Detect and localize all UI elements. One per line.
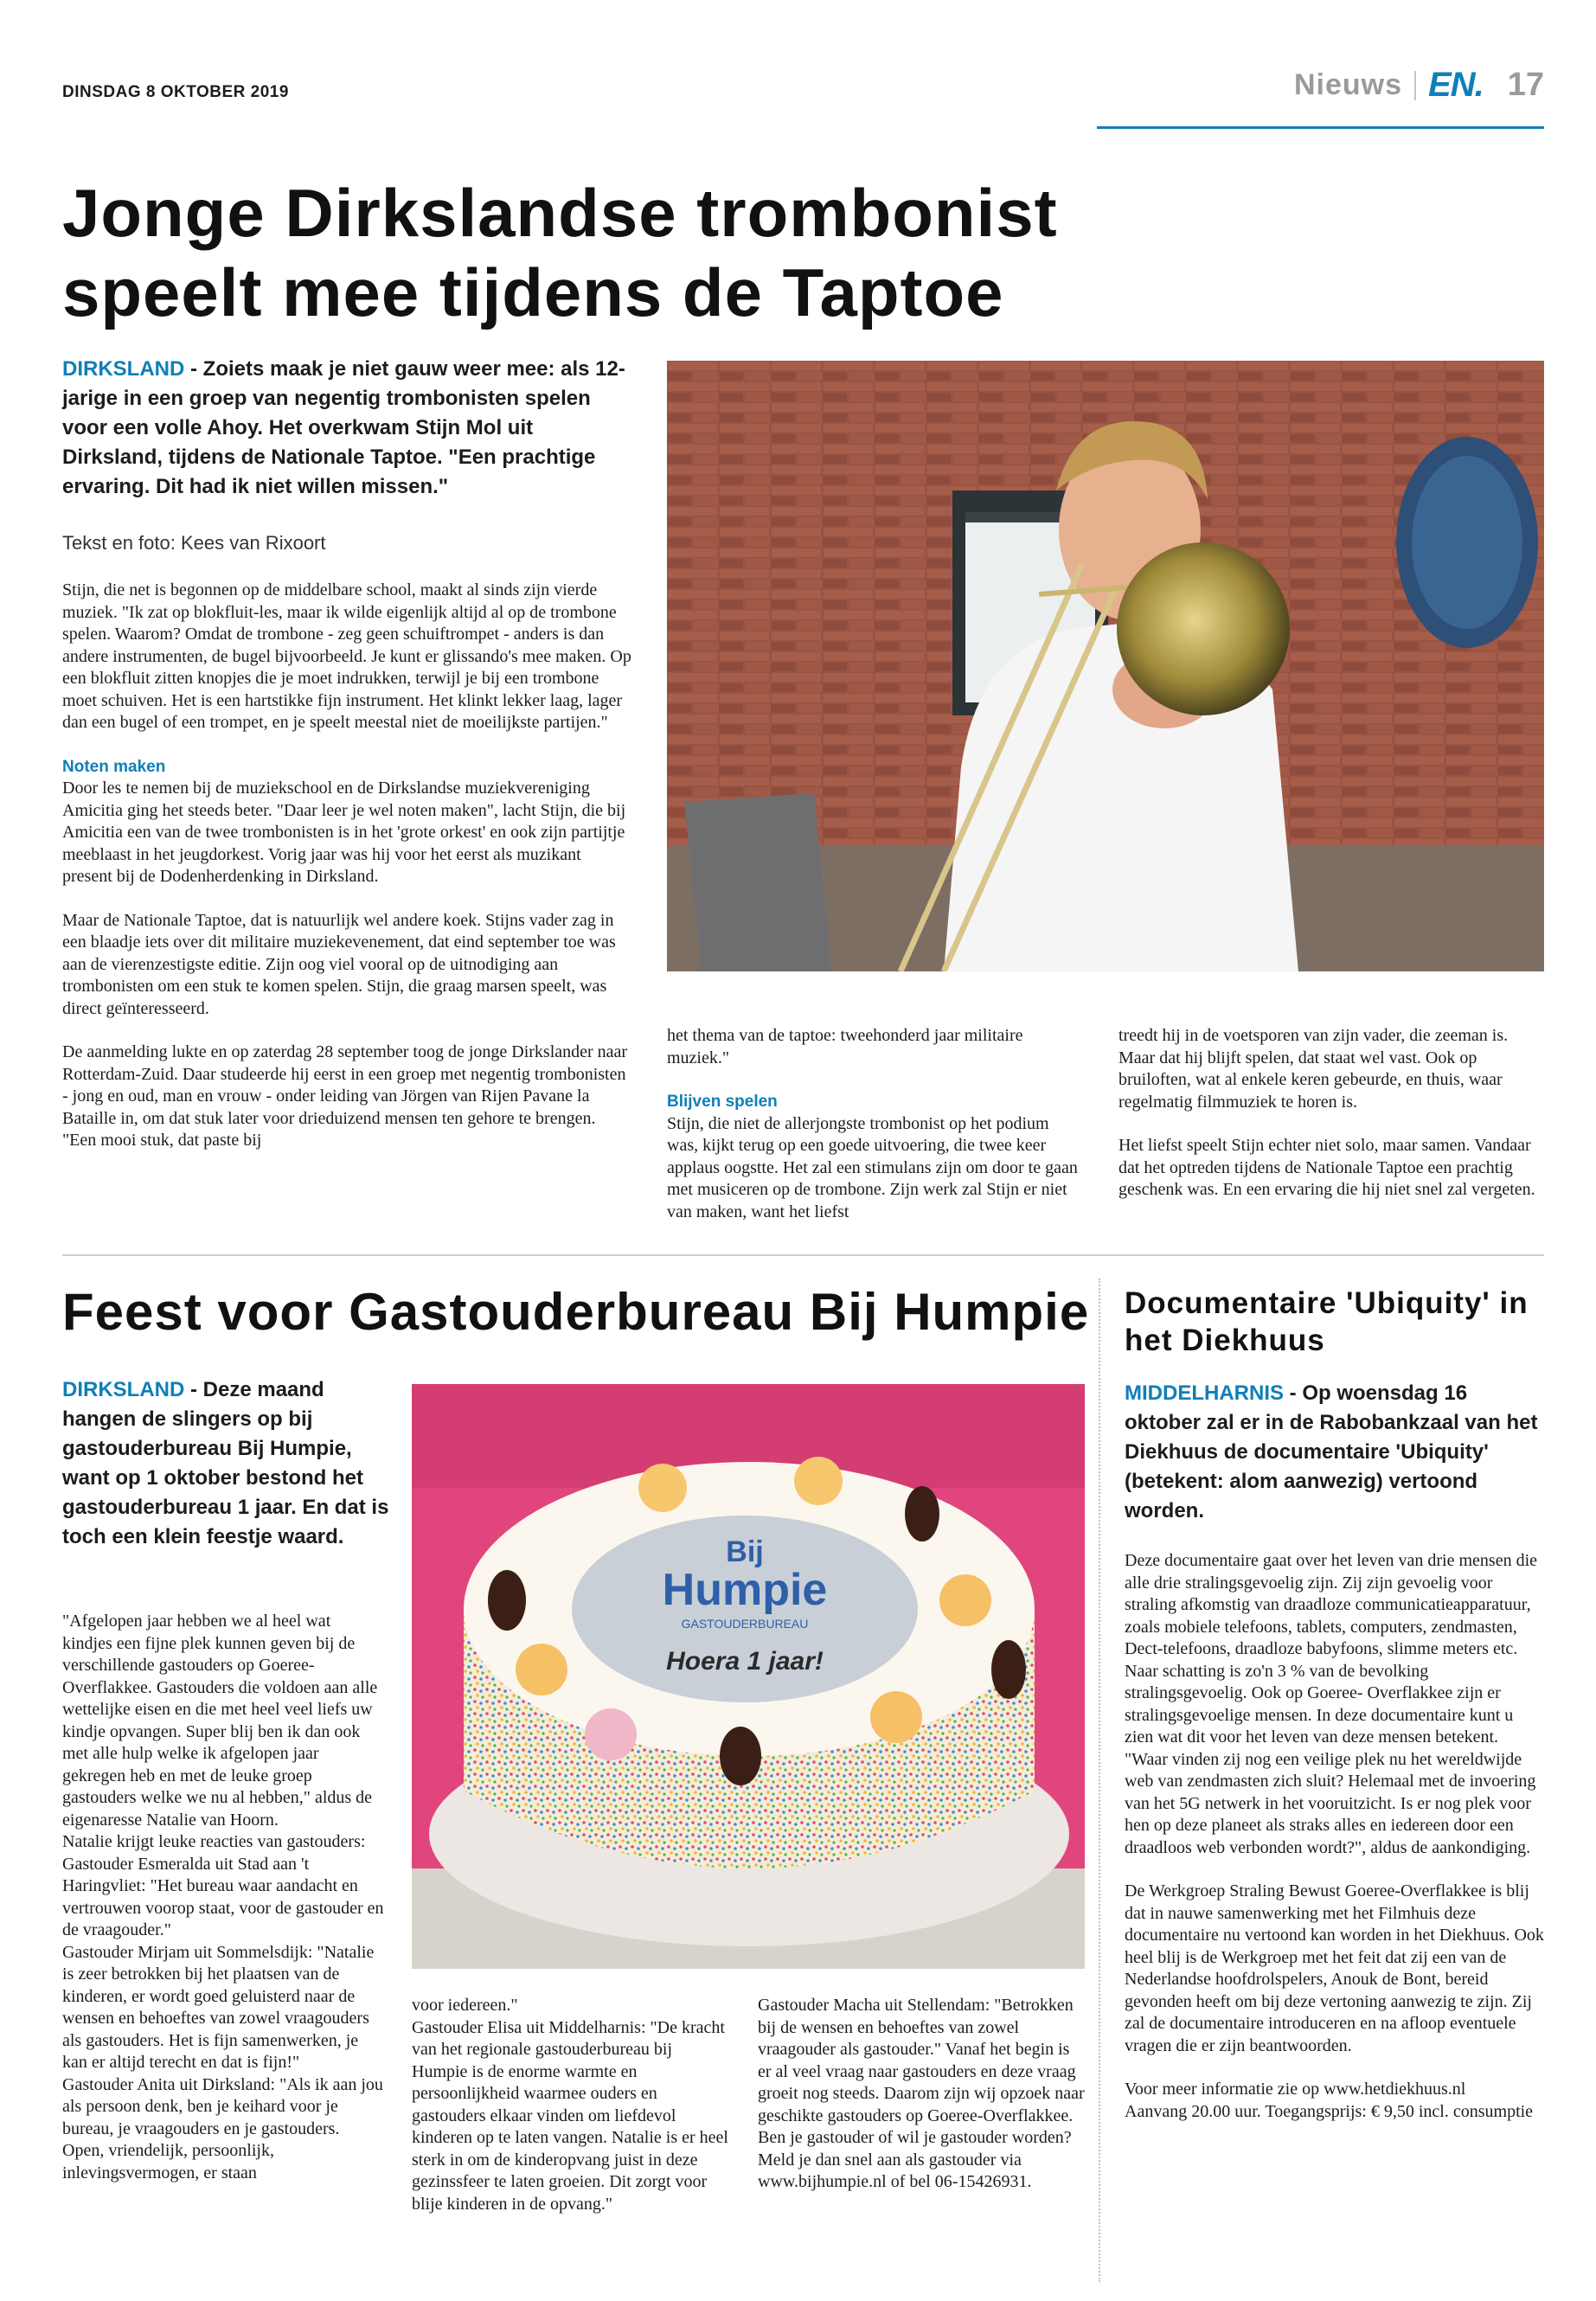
cake-photo-illustration [412,1384,1085,1969]
trombonist-photo-illustration [667,361,1544,971]
article2-column2: voor iedereen." Gastouder Elisa uit Middelharnis: "De kracht van het regionale gastouderbureau bij Humpie is de enorme warmte en persoonlijkheid waarmee ouders en gastouders elkaar vinden om liefdevol kinderen op te laten vangen. Natalie is er heel sterk in om de kinderopvang juist in deze gezinssfeer te laten groeien. Dit zorgt voor blije kinderen in de opvang." [412,1996,728,2214]
article3-lead [1125,1379,1540,1526]
article2-lead-text: - Deze maand hangen de slingers op bij gastouderbureau Bij Humpie, want op 1 oktober bestond het gastouderbureau 1 jaar. En dat is toch een klein feestje waard. [62,1378,389,1548]
page-number: 17 [1507,67,1544,103]
article3-paragraph: De Werkgroep Straling Bewust Goeree-Overflakkee is blij dat in nauwe samenwerking met het Filmhuis deze documentaire nu vertoond kan worden in het Diekhuus. Ook heel blij is de Werkgroep met het feit dat zij een van de Nederlandse hoofdrolspelers, Anouk de Bont, bereid gevonden heeft om bij deze vertoning aanwezig te zijn. Zij zal de documentaire introduceren en na afloop eventuele vragen die er zijn beantwoorden. [1125,1881,1544,2055]
article1-paragraph: Door les te nemen bij de muziekschool en de Dirkslandse muziekvereniging Amicitia ging het steeds beter. "Daar leer je wel noten maken", lacht Stijn, die bij Amicitia een van de twee trombonisten is in het 'grote orkest' en ook zijn partijtje meeblaast in het jeugdorkest. Vorig jaar was hij voor het eerst als muzikant present bij de Dodenherdenking in Dirksland. [62,779,626,886]
cake-photo [412,1384,1085,1969]
article2-column1: "Afgelopen jaar hebben we al heel wat kindjes een fijne plek kunnen geven bij de verschillende gastouders op Goeree-Overflakkee. Gastouders die voldoen aan alle wettelijke eisen en die met heel veel liefs uw kindje opvangen. Super blij ben ik dan ook met alle hulp welke ik afgelopen jaar gekregen heb en met de leuke groep gastouders welke we nu al hebben," aldus de eigenaresse Natalie van Hoorn. Natalie krijgt leuke reacties van gastouders: Gastouder Esmeralda uit Stad aan 't Haringvliet: "Het bureau waar aandacht en vertrouwen voorop staat, voor de gastouder en de vraagouder." Gastouder Mirjam uit Sommelsdijk: "Natalie is zeer betrokken bij het plaatsen van de kinderen, er wordt goed geluisterd naar de wensen en behoeftes van zowel vraagouders als gastouders. Het is fijn samenwerken, je kan er altijd terecht en dat is fijn!" Gastouder Anita uit Dirksland: "Als ik aan jou als persoon denk, ben je keihard voor je bureau, je vraagouders en je gastouders. Open, vriendelijk, persoonlijk, inlevingsvermogen, er staan [62,1612,384,2182]
cake-brand-sub: GASTOUDERBUREAU [681,1617,809,1631]
column-divider [1099,1279,1100,2282]
article1-column2 [667,1025,1082,1245]
article3-info: Voor meer informatie zie op www.hetdiekhuus.nl Aanvang 20.00 uur. Toegangsprijs: € 9,50 incl. consumptie [1125,2080,1534,2121]
article1-headline [62,173,1100,332]
article1-paragraph: Maar de Nationale Taptoe, dat is natuurlijk wel andere koek. Stijns vader zag in een blaadje iets over dit militaire muziekevenement, dat eind september toe was aan de vierenzestigste editie. Zijn oog viel vooral op de uitnodiging aan trombonisten om een stuk te komen spelen. Stijn, die graag marsen speelt, was direct geïnteresseerd. [62,910,616,1018]
article1-column3 [1118,1025,1544,1223]
masthead [1294,66,1544,105]
article1-headline-line2: speelt mee tijdens de Taptoe [62,254,1004,330]
article1-paragraph: Stijn, die niet de allerjongste trombonist op het podium was, kijkt terug op een goede uitvoering, die twee keer applaus oogstte. Het zal een stimulans zijn om door te gaan met musiceren op de trombone. Zijn werk zal Stijn er niet van maken, want het liefst [667,1113,1078,1221]
masthead-divider [1414,71,1416,100]
article3-body [1125,1550,1544,2144]
article2-dateline: DIRKSLAND [62,1378,185,1401]
section-label: Nieuws [1293,68,1403,101]
article3-dateline: MIDDELHARNIS [1125,1381,1284,1405]
article1-lead [62,355,633,502]
article3-paragraph: Deze documentaire gaat over het leven van drie mensen die alle drie stralingsgevoelig zijn. Zij zijn gevoelig voor straling afkomstig van draadloze communicatieapparatuur, zoals mobiele telefoons, tablets, computers, zendmasten, Dect-telefoons, draadloze babyfoons, slimme meters etc. Naar schatting is zo'n 3 % van de bevolking stralingsgevoelig. Ook op Goeree- Overflakkee zijn er stralingsgevoelige mensen. In deze documentaire kunt u zien wat dit voor het leven van deze mensen betekent. "Waar vinden zij nog een veilige plek nu het wereldwijde web van zendmasten zich sluit? Helemaal met de invoering van het 5G netwerk in het vooruitzicht. Is er nog plek voor hen op deze planeet als straks alles en iedereen door een draadloos web verbonden wordt?", aldus de aankondiging. [1125,1551,1538,1857]
article2-lead [62,1375,391,1552]
article2-column3: Gastouder Macha uit Stellendam: "Betrokken bij de wensen en behoeftes van zowel vraagouder als gastouder." Vanaf het begin is er al veel vraag naar gastouders en deze vraag groeit nog steeds. Daarom zijn wij opzoek naar geschikte gastouders op Goeree-Overflakkee. Ben je gastouder of wil je gastouder worden? Meld je dan snel aan als gastouder via www.bijhumpie.nl of bel 06-15426931. [758,1996,1085,2191]
article1-headline-line1: Jonge Dirkslandse trombonist [62,175,1058,251]
article3-headline: Documentaire 'Ubiquity' in het Diekhuus [1125,1286,1529,1357]
cake-brand-main: Humpie [662,1565,828,1615]
trombonist-photo [667,361,1544,971]
newspaper-logo: EN. [1428,66,1484,104]
issue-date: DINSDAG 8 OKTOBER 2019 [62,83,289,101]
article1-subhead-blijven: Blijven spelen [667,1093,778,1111]
article1-paragraph: Stijn, die net is begonnen op de middelbare school, maakt al sinds zijn vierde muziek. "Ik zat op blokfluit-les, maar ik wilde eigenlijk altijd al op de trombone spelen. Waarom? Omdat de trombone - zeg geen schuiftrompet - anders is dan andere instrumenten, de bugel bijvoorbeeld. Je kunt er glissando's mee maken. Op een blokfluit zitten knopjes die je moet indrukken, terwijl je bij een trombone moet schuiven. Het is een hartstikke fijn instrument. Het klinkt lekker laag, lager dan een bugel of een trompet, en je speelt meestal niet de moeilijkste partijen." [62,580,631,732]
article2-headline: Feest voor Gastouderbureau Bij Humpie [62,1283,1090,1341]
article1-subhead-noten: Noten maken [62,757,166,776]
article1-byline: Tekst en foto: Kees van Rixoort [62,532,326,554]
article1-dateline: DIRKSLAND [62,357,185,381]
section-divider [62,1254,1544,1256]
article1-paragraph: Het liefst speelt Stijn echter niet solo, maar samen. Vandaar dat het optreden tijdens de Nationale Taptoe een prachtig geschenk was. En een ervaring die hij niet snel zal vergeten. [1118,1136,1535,1199]
article1-paragraph: het thema van de taptoe: tweehonderd jaar militaire muziek." [667,1026,1023,1067]
article1-paragraph: De aanmelding lukte en op zaterdag 28 september toog de jonge Dirkslander naar Rotterdam-Zuid. Daar studeerde hij eerst in een groep met negentig trombonisten - jong en oud, man en vrouw - onder leiding van Jörgen van Rijen Pavane la Bataille in, om dat stuk later voor drieduizend mensen ten gehore te brengen. "Een mooi stuk, dat paste bij [62,1042,628,1150]
article3-lead-text: - Op woensdag 16 oktober zal er in de Rabobankzaal van het Diekhuus de documentaire 'Ubiquity' (betekent: alom aanwezig) vertoond worden. [1125,1381,1538,1522]
cake-caption-text: Hoera 1 jaar! [666,1647,824,1676]
header-rule [1097,126,1544,129]
article1-lead-text: - Zoiets maak je niet gauw weer mee: als 12-jarige in een groep van negentig trombonisten spelen voor een volle Ahoy. Het overkwam Stijn Mol uit Dirksland, tijdens de Nationale Taptoe. "Een prachtige ervaring. Dit had ik niet willen missen." [62,357,625,498]
cake-brand-top: Bij [726,1535,764,1568]
article1-paragraph: treedt hij in de voetsporen van zijn vader, die zeeman is. Maar dat hij blijft spelen, dat staat wel vast. Ook op bruiloften, wat al enkele keren gebeurde, en thuis, waar regelmatig filmmuziek te horen is. [1118,1026,1509,1112]
article1-column1 [62,580,633,1174]
